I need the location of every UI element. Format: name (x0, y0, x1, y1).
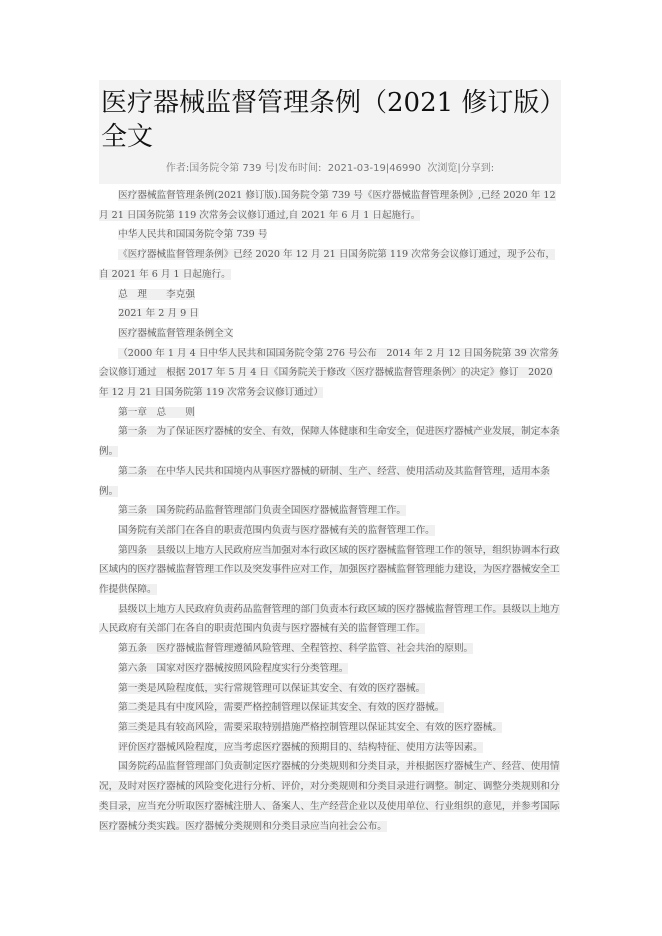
article-1: 第一条 为了保证医疗器械的安全、有效，保障人体健康和生命安全，促进医疗器械产业发展，制定本条例。 (99, 426, 560, 458)
paragraph-announcement: 《医疗器械监督管理条例》已经 2020 年 12 月 21 日国务院第 119 次常务会议修订通过，现予公布，自 2021 年 6 月 1 日起施行。 (99, 249, 556, 280)
article-6-class-2: 第二类是具有中度风险，需要严格控制管理以保证其安全、有效的医疗器械。 (118, 702, 445, 714)
paragraph-date: 2021 年 2 月 9 日 (118, 308, 199, 320)
article-4-clause-2: 县级以上地方人民政府负责药品监督管理的部门负责本行政区域的医疗器械监督管理工作。县级以上地方人民政府有关部门在各自的职责范围内负责与医疗器械有关的监督管理工作。 (99, 603, 560, 635)
paragraph-intro: 医疗器械监督管理条例(2021 修订版).国务院令第 739 号《医疗器械监督管理条例》,已经 2020 年 12 月 21 日国务院第 119 次常务会议修订通过,自 2021 年 6 月 1 日起施行。 (99, 190, 556, 221)
article-3: 第三条 国务院药品监督管理部门负责全国医疗器械监督管理工作。 (118, 505, 406, 517)
article-body (99, 186, 563, 836)
article-6-class-1: 第一类是风险程度低，实行常规管理可以保证其安全、有效的医疗器械。 (118, 682, 426, 694)
article-6-risk-evaluation: 评价医疗器械风险程度，应当考虑医疗器械的预期目的、结构特征、使用方法等因素。 (118, 741, 483, 753)
article-6-classification-rules: 国务院药品监督管理部门负责制定医疗器械的分类规则和分类目录，并根据医疗器械生产、经营、使用情况，及时对医疗器械的风险变化进行分析、评价，对分类规则和分类目录进行调整。制定、调整分类规则和分类目录，应当充分听取医疗器械注册人、备案人、生产经营企业以及使用单位、行业组织的意见，并参考国际医疗器械分类实践。医疗器械分类规则和分类目录应当向社会公布。 (99, 761, 560, 832)
paragraph-premier: 总 理 李克强 (118, 288, 195, 300)
article-2: 第二条 在中华人民共和国境内从事医疗器械的研制、生产、经营、使用活动及其监督管理，适用本条例。 (99, 465, 550, 497)
paragraph-decree-number: 中华人民共和国国务院令第 739 号 (118, 229, 268, 241)
article-4: 第四条 县级以上地方人民政府应当加强对本行政区域的医疗器械监督管理工作的领导，组织协调本行政区域内的医疗器械监督管理工作以及突发事件应对工作，加强医疗器械监督管理能力建设，为医疗器械安全工作提供保障。 (99, 544, 560, 596)
article-meta: 作者:国务院令第 739 号|发布时间: 2021-03-19|46990 次浏览|分享到: (165, 163, 495, 174)
article-3-clause-2: 国务院有关部门在各自的职责范围内负责与医疗器械有关的监督管理工作。 (118, 524, 435, 536)
article-6-class-3: 第三类是具有较高风险，需要采取特别措施严格控制管理以保证其安全、有效的医疗器械。 (118, 721, 502, 733)
article-6: 第六条 国家对医疗器械按照风险程度实行分类管理。 (118, 662, 349, 674)
article-5: 第五条 医疗器械监督管理遵循风险管理、全程管控、科学监管、社会共治的原则。 (118, 643, 474, 655)
page-title: 医疗器械监督管理条例（2021 修订版）全文 (101, 88, 553, 152)
chapter-heading: 第一章 总 则 (118, 406, 195, 418)
paragraph-fulltext-heading: 医疗器械监督管理条例全文 (118, 327, 234, 339)
paragraph-history: （2000 年 1 月 4 日中华人民共和国国务院令第 276 号公布 2014 年 2 月 12 日国务院第 39 次常务会议修订通过 根据 2017 年 5 月 4 日《国务院关于修改〈医疗器械监督管理条例〉的决定》修订 2020 年 12 月 21 日国务院第 119 次常务会议修订通过） (99, 347, 559, 399)
article-header (99, 80, 561, 184)
